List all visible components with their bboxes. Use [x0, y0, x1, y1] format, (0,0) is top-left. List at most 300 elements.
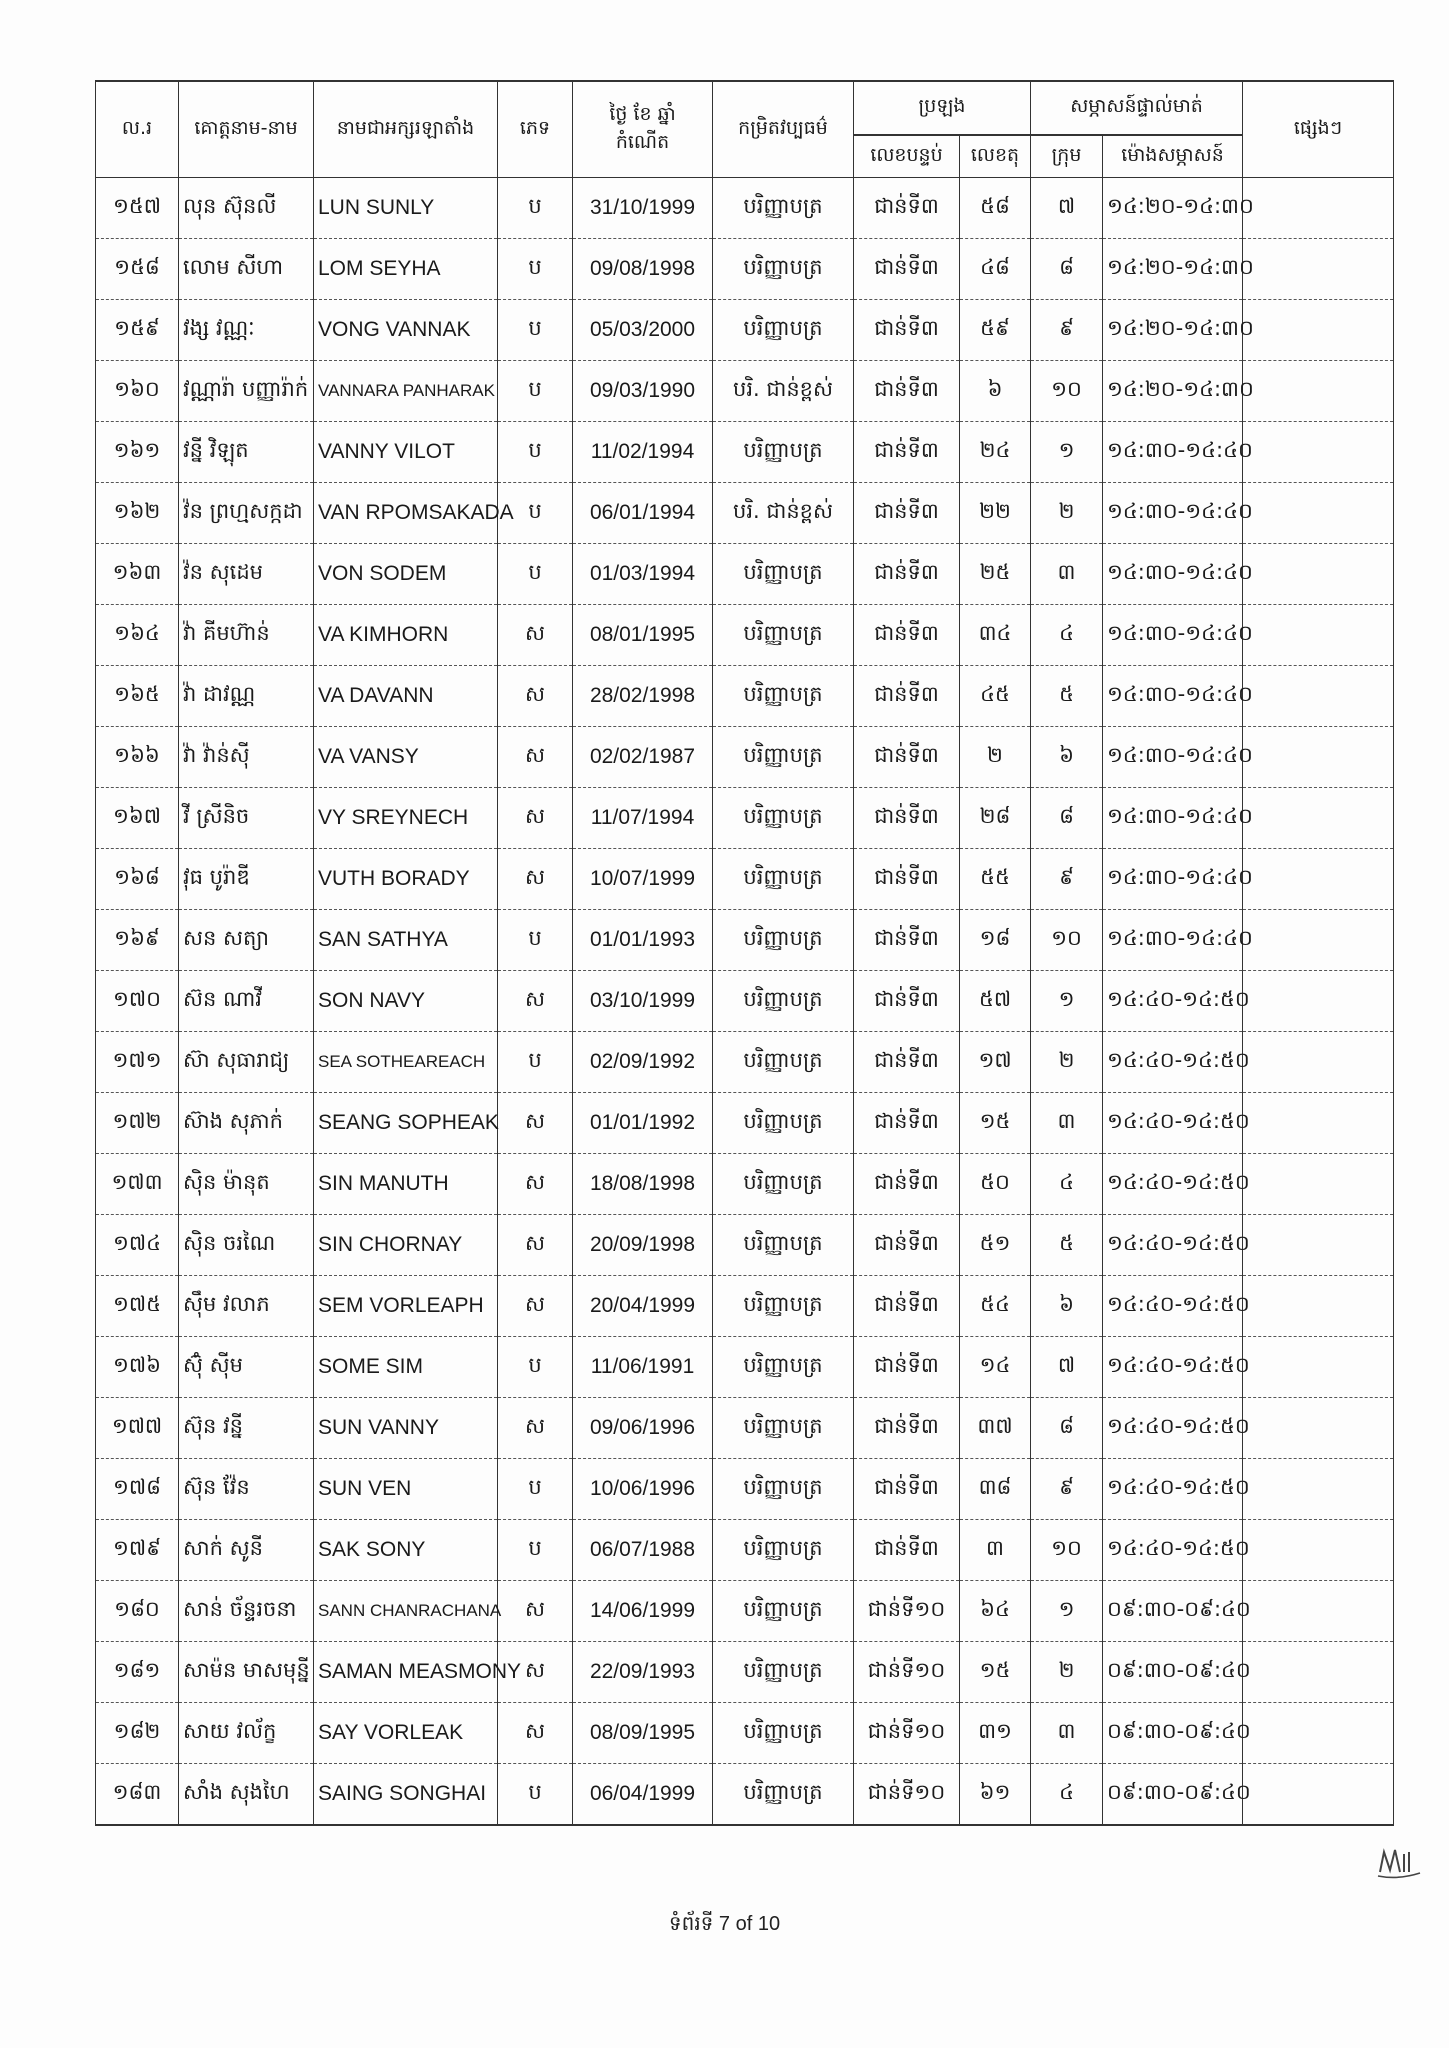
row-number-cell: ១៥៩	[96, 300, 179, 361]
interview-group-cell: ៨	[1031, 788, 1103, 849]
degree-cell: បរិ. ជាន់ខ្ពស់	[713, 361, 854, 422]
other-cell	[1243, 1459, 1394, 1520]
other-cell	[1243, 1032, 1394, 1093]
name-khmer-cell: វ៉ា ដាវណ្ណ	[179, 666, 314, 727]
name-latin-cell: VUTH BORADY	[314, 849, 498, 910]
header-degree: កម្រិតវប្បធម៌	[713, 81, 854, 178]
name-latin-cell: VA VANSY	[314, 727, 498, 788]
date-of-birth-cell: 01/03/1994	[573, 544, 713, 605]
date-of-birth-cell: 08/09/1995	[573, 1703, 713, 1764]
interview-group-cell: ៤	[1031, 605, 1103, 666]
header-dob-line1: ថ្ងៃ ខែ ឆ្នាំ	[609, 102, 676, 125]
exam-seat-cell: ២	[960, 727, 1031, 788]
table-row	[96, 788, 1394, 849]
row-number-cell: ១៧៨	[96, 1459, 179, 1520]
exam-room-cell: ជាន់ទី១០	[854, 1764, 960, 1826]
date-of-birth-cell: 10/07/1999	[573, 849, 713, 910]
header-other: ផ្សេងៗ	[1243, 81, 1394, 178]
sex-cell: ស	[498, 971, 573, 1032]
interview-time-cell: ១៤:៤០-១៤:៥០	[1103, 1276, 1243, 1337]
table-row	[96, 239, 1394, 300]
name-latin-cell: SOME SIM	[314, 1337, 498, 1398]
name-khmer-cell: វ៉ា គីមហ៊ាន់	[179, 605, 314, 666]
name-khmer-cell: ស៊ិន ម៉ានុត	[179, 1154, 314, 1215]
name-khmer-cell: វ៉ន ព្រហ្មសក្កដា	[179, 483, 314, 544]
interview-time-cell: ១៤:២០-១៤:៣០	[1103, 178, 1243, 239]
interview-time-cell: ១៤:៣០-១៤:៤០	[1103, 849, 1243, 910]
name-latin-cell: SAN SATHYA	[314, 910, 498, 971]
exam-room-cell: ជាន់ទី៣	[854, 1032, 960, 1093]
name-latin-cell: VY SREYNECH	[314, 788, 498, 849]
row-number-cell: ១៧៧	[96, 1398, 179, 1459]
exam-seat-cell: ៦៤	[960, 1581, 1031, 1642]
degree-cell: បរិញ្ញាបត្រ	[713, 239, 854, 300]
sex-cell: ប	[498, 1337, 573, 1398]
degree-cell: បរិញ្ញាបត្រ	[713, 666, 854, 727]
date-of-birth-cell: 06/01/1994	[573, 483, 713, 544]
name-latin-cell: SANN CHANRACHANA	[314, 1581, 498, 1642]
header-exam-group: ប្រឡង	[854, 81, 1031, 135]
other-cell	[1243, 422, 1394, 483]
date-of-birth-cell: 01/01/1992	[573, 1093, 713, 1154]
other-cell	[1243, 666, 1394, 727]
sex-cell: ស	[498, 1581, 573, 1642]
degree-cell: បរិញ្ញាបត្រ	[713, 1215, 854, 1276]
name-latin-cell: LOM SEYHA	[314, 239, 498, 300]
table-row	[96, 1032, 1394, 1093]
interview-time-cell: ១៤:២០-១៤:៣០	[1103, 300, 1243, 361]
name-khmer-cell: លោម សីហា	[179, 239, 314, 300]
name-khmer-cell: ស៊ុំ ស៊ីម	[179, 1337, 314, 1398]
table-row	[96, 1154, 1394, 1215]
table-row	[96, 1581, 1394, 1642]
exam-room-cell: ជាន់ទី៣	[854, 483, 960, 544]
name-khmer-cell: ស៊ុន វ៉ែន	[179, 1459, 314, 1520]
table-row	[96, 178, 1394, 239]
sex-cell: ស	[498, 727, 573, 788]
date-of-birth-cell: 11/06/1991	[573, 1337, 713, 1398]
exam-room-cell: ជាន់ទី៣	[854, 666, 960, 727]
sex-cell: ស	[498, 666, 573, 727]
interview-time-cell: ១៤:២០-១៤:៣០	[1103, 361, 1243, 422]
row-number-cell: ១៨០	[96, 1581, 179, 1642]
exam-room-cell: ជាន់ទី៣	[854, 178, 960, 239]
sex-cell: ប	[498, 1764, 573, 1826]
other-cell	[1243, 788, 1394, 849]
row-number-cell: ១៧០	[96, 971, 179, 1032]
name-latin-cell: VA KIMHORN	[314, 605, 498, 666]
exam-seat-cell: ៣៨	[960, 1459, 1031, 1520]
row-number-cell: ១៧៦	[96, 1337, 179, 1398]
exam-seat-cell: ៥០	[960, 1154, 1031, 1215]
sex-cell: ស	[498, 849, 573, 910]
table-row	[96, 361, 1394, 422]
interview-group-cell: ១	[1031, 422, 1103, 483]
degree-cell: បរិញ្ញាបត្រ	[713, 1642, 854, 1703]
other-cell	[1243, 971, 1394, 1032]
exam-room-cell: ជាន់ទី៣	[854, 1459, 960, 1520]
interview-time-cell: ១៤:៤០-១៤:៥០	[1103, 1154, 1243, 1215]
exam-seat-cell: ៦	[960, 361, 1031, 422]
other-cell	[1243, 727, 1394, 788]
name-khmer-cell: វ៉ន សុដេម	[179, 544, 314, 605]
interview-group-cell: ៨	[1031, 1398, 1103, 1459]
exam-room-cell: ជាន់ទី៣	[854, 1276, 960, 1337]
exam-room-cell: ជាន់ទី៣	[854, 1093, 960, 1154]
name-latin-cell: SUN VEN	[314, 1459, 498, 1520]
degree-cell: បរិញ្ញាបត្រ	[713, 1093, 854, 1154]
header-interview-group: សម្ភាសន៍ផ្ទាល់មាត់	[1031, 81, 1243, 135]
row-number-cell: ១៥៧	[96, 178, 179, 239]
degree-cell: បរិញ្ញាបត្រ	[713, 544, 854, 605]
date-of-birth-cell: 31/10/1999	[573, 178, 713, 239]
exam-room-cell: ជាន់ទី១០	[854, 1703, 960, 1764]
degree-cell: បរិញ្ញាបត្រ	[713, 1703, 854, 1764]
table-row	[96, 605, 1394, 666]
interview-time-cell: ១៤:៣០-១៤:៤០	[1103, 666, 1243, 727]
degree-cell: បរិញ្ញាបត្រ	[713, 1276, 854, 1337]
interview-time-cell: ១៤:៤០-១៤:៥០	[1103, 1215, 1243, 1276]
table-row	[96, 1459, 1394, 1520]
interview-group-cell: ៦	[1031, 727, 1103, 788]
table-row	[96, 1764, 1394, 1826]
exam-room-cell: ជាន់ទី៣	[854, 971, 960, 1032]
sex-cell: ប	[498, 1459, 573, 1520]
exam-seat-cell: ៤៨	[960, 239, 1031, 300]
interview-group-cell: ៨	[1031, 239, 1103, 300]
sex-cell: ប	[498, 361, 573, 422]
other-cell	[1243, 1581, 1394, 1642]
table-row	[96, 483, 1394, 544]
other-cell	[1243, 239, 1394, 300]
interview-time-cell: ១៤:២០-១៤:៣០	[1103, 239, 1243, 300]
table-row	[96, 1276, 1394, 1337]
name-khmer-cell: សាម៉ន មាសមុន្នី	[179, 1642, 314, 1703]
name-khmer-cell: សន សត្យា	[179, 910, 314, 971]
exam-room-cell: ជាន់ទី៣	[854, 1215, 960, 1276]
name-latin-cell: SEM VORLEAPH	[314, 1276, 498, 1337]
exam-seat-cell: ៣៤	[960, 605, 1031, 666]
exam-room-cell: ជាន់ទី៣	[854, 361, 960, 422]
interview-time-cell: ១៤:៣០-១៤:៤០	[1103, 544, 1243, 605]
other-cell	[1243, 910, 1394, 971]
name-latin-cell: SUN VANNY	[314, 1398, 498, 1459]
table-row	[96, 1703, 1394, 1764]
table-row	[96, 666, 1394, 727]
name-latin-cell: SIN MANUTH	[314, 1154, 498, 1215]
name-khmer-cell: សាក់ សូនី	[179, 1520, 314, 1581]
interview-group-cell: ៦	[1031, 1276, 1103, 1337]
degree-cell: បរិ. ជាន់ខ្ពស់	[713, 483, 854, 544]
exam-seat-cell: ៣៧	[960, 1398, 1031, 1459]
interview-time-cell: ១៤:៣០-១៤:៤០	[1103, 788, 1243, 849]
date-of-birth-cell: 09/06/1996	[573, 1398, 713, 1459]
exam-room-cell: ជាន់ទី៣	[854, 910, 960, 971]
header-name-kh: គោត្តនាម-នាម	[179, 81, 314, 178]
row-number-cell: ១៨១	[96, 1642, 179, 1703]
other-cell	[1243, 1398, 1394, 1459]
interview-group-cell: ២	[1031, 483, 1103, 544]
exam-room-cell: ជាន់ទី៣	[854, 1337, 960, 1398]
date-of-birth-cell: 02/02/1987	[573, 727, 713, 788]
date-of-birth-cell: 06/04/1999	[573, 1764, 713, 1826]
interview-group-cell: ១០	[1031, 361, 1103, 422]
table-row	[96, 422, 1394, 483]
sex-cell: ប	[498, 483, 573, 544]
row-number-cell: ១៧២	[96, 1093, 179, 1154]
other-cell	[1243, 849, 1394, 910]
name-latin-cell: VON SODEM	[314, 544, 498, 605]
name-khmer-cell: ស៊ាង សុភាក់	[179, 1093, 314, 1154]
interview-time-cell: ១៤:៤០-១៤:៥០	[1103, 1032, 1243, 1093]
interview-group-cell: ១០	[1031, 1520, 1103, 1581]
date-of-birth-cell: 10/06/1996	[573, 1459, 713, 1520]
degree-cell: បរិញ្ញាបត្រ	[713, 1337, 854, 1398]
degree-cell: បរិញ្ញាបត្រ	[713, 788, 854, 849]
other-cell	[1243, 544, 1394, 605]
exam-seat-cell: ៥៨	[960, 178, 1031, 239]
name-latin-cell: SIN CHORNAY	[314, 1215, 498, 1276]
interview-time-cell: ១៤:៤០-១៤:៥០	[1103, 1337, 1243, 1398]
interview-group-cell: ៤	[1031, 1764, 1103, 1826]
degree-cell: បរិញ្ញាបត្រ	[713, 1764, 854, 1826]
name-khmer-cell: សាយ វល័ក្ខ	[179, 1703, 314, 1764]
table-row	[96, 1398, 1394, 1459]
interview-group-cell: ៤	[1031, 1154, 1103, 1215]
exam-seat-cell: ២៥	[960, 544, 1031, 605]
header-exam-seat: លេខតុ	[960, 135, 1031, 178]
header-iv-group: ក្រុម	[1031, 135, 1103, 178]
name-latin-cell: SAING SONGHAI	[314, 1764, 498, 1826]
other-cell	[1243, 1642, 1394, 1703]
row-number-cell: ១៦៩	[96, 910, 179, 971]
sex-cell: ប	[498, 544, 573, 605]
other-cell	[1243, 483, 1394, 544]
degree-cell: បរិញ្ញាបត្រ	[713, 178, 854, 239]
table-row	[96, 544, 1394, 605]
exam-seat-cell: ៥៧	[960, 971, 1031, 1032]
other-cell	[1243, 178, 1394, 239]
name-latin-cell: VONG VANNAK	[314, 300, 498, 361]
interview-time-cell: ១៤:៤០-១៤:៥០	[1103, 1520, 1243, 1581]
name-latin-cell: SEA SOTHEAREACH	[314, 1032, 498, 1093]
interview-group-cell: ១០	[1031, 910, 1103, 971]
exam-seat-cell: ១៥	[960, 1642, 1031, 1703]
row-number-cell: ១៨២	[96, 1703, 179, 1764]
date-of-birth-cell: 18/08/1998	[573, 1154, 713, 1215]
exam-seat-cell: ៤៥	[960, 666, 1031, 727]
page-number: ទំព័រទី 7 of 10	[668, 1913, 781, 1935]
date-of-birth-cell: 28/02/1998	[573, 666, 713, 727]
interview-time-cell: ១៤:៤០-១៤:៥០	[1103, 1459, 1243, 1520]
sex-cell: ស	[498, 1093, 573, 1154]
header-sex: ភេទ	[498, 81, 573, 178]
header-dob	[573, 81, 713, 178]
table-row	[96, 1520, 1394, 1581]
other-cell	[1243, 1276, 1394, 1337]
degree-cell: បរិញ្ញាបត្រ	[713, 727, 854, 788]
interview-time-cell: ០៩:៣០-០៩:៤០	[1103, 1764, 1243, 1826]
sex-cell: ស	[498, 1215, 573, 1276]
row-number-cell: ១៧៥	[96, 1276, 179, 1337]
degree-cell: បរិញ្ញាបត្រ	[713, 910, 854, 971]
table-row	[96, 1642, 1394, 1703]
row-number-cell: ១៥៨	[96, 239, 179, 300]
name-khmer-cell: វុធ បូរ៉ាឌី	[179, 849, 314, 910]
degree-cell: បរិញ្ញាបត្រ	[713, 1154, 854, 1215]
date-of-birth-cell: 06/07/1988	[573, 1520, 713, 1581]
exam-seat-cell: ១៥	[960, 1093, 1031, 1154]
sex-cell: ស	[498, 1154, 573, 1215]
name-latin-cell: SAMAN MEASMONY	[314, 1642, 498, 1703]
interview-group-cell: ៩	[1031, 300, 1103, 361]
row-number-cell: ១៦១	[96, 422, 179, 483]
row-number-cell: ១៨៣	[96, 1764, 179, 1826]
other-cell	[1243, 1215, 1394, 1276]
interview-time-cell: ១៤:៣០-១៤:៤០	[1103, 727, 1243, 788]
sex-cell: ស	[498, 605, 573, 666]
sex-cell: ស	[498, 1703, 573, 1764]
interview-time-cell: ១៤:៤០-១៤:៥០	[1103, 1093, 1243, 1154]
degree-cell: បរិញ្ញាបត្រ	[713, 605, 854, 666]
interview-group-cell: ៩	[1031, 849, 1103, 910]
row-number-cell: ១៦៧	[96, 788, 179, 849]
candidate-table	[95, 80, 1394, 1826]
exam-room-cell: ជាន់ទី៣	[854, 1154, 960, 1215]
name-latin-cell: SEANG SOPHEAK	[314, 1093, 498, 1154]
interview-group-cell: ១	[1031, 1581, 1103, 1642]
exam-room-cell: ជាន់ទី១០	[854, 1642, 960, 1703]
degree-cell: បរិញ្ញាបត្រ	[713, 1581, 854, 1642]
exam-seat-cell: ៣១	[960, 1703, 1031, 1764]
exam-seat-cell: ៦១	[960, 1764, 1031, 1826]
row-number-cell: ១៦០	[96, 361, 179, 422]
name-khmer-cell: សាន់ ច័ន្ទរចនា	[179, 1581, 314, 1642]
interview-group-cell: ៣	[1031, 1703, 1103, 1764]
name-khmer-cell: វង្ស វណ្ណៈ	[179, 300, 314, 361]
interview-group-cell: ៧	[1031, 178, 1103, 239]
name-khmer-cell: លុន ស៊ុនលី	[179, 178, 314, 239]
other-cell	[1243, 1764, 1394, 1826]
interview-time-cell: ១៤:៤០-១៤:៥០	[1103, 1398, 1243, 1459]
interview-group-cell: ៣	[1031, 1093, 1103, 1154]
exam-room-cell: ជាន់ទី៣	[854, 788, 960, 849]
date-of-birth-cell: 09/08/1998	[573, 239, 713, 300]
table-row	[96, 910, 1394, 971]
sex-cell: ប	[498, 910, 573, 971]
degree-cell: បរិញ្ញាបត្រ	[713, 1459, 854, 1520]
other-cell	[1243, 361, 1394, 422]
exam-seat-cell: ៥៤	[960, 1276, 1031, 1337]
exam-seat-cell: ១៤	[960, 1337, 1031, 1398]
exam-room-cell: ជាន់ទី១០	[854, 1581, 960, 1642]
degree-cell: បរិញ្ញាបត្រ	[713, 300, 854, 361]
exam-seat-cell: ២២	[960, 483, 1031, 544]
name-khmer-cell: ស៊ុន វន្នី	[179, 1398, 314, 1459]
degree-cell: បរិញ្ញាបត្រ	[713, 849, 854, 910]
date-of-birth-cell: 03/10/1999	[573, 971, 713, 1032]
name-latin-cell: VAN RPOMSAKADA	[314, 483, 498, 544]
other-cell	[1243, 300, 1394, 361]
name-khmer-cell: ស៊ន ណាវី	[179, 971, 314, 1032]
date-of-birth-cell: 22/09/1993	[573, 1642, 713, 1703]
exam-seat-cell: ១៧	[960, 1032, 1031, 1093]
exam-seat-cell: ៥៩	[960, 300, 1031, 361]
exam-seat-cell: ២៨	[960, 788, 1031, 849]
header-exam-room: លេខបន្ទប់	[854, 135, 960, 178]
row-number-cell: ១៦៥	[96, 666, 179, 727]
sex-cell: ប	[498, 1032, 573, 1093]
date-of-birth-cell: 11/07/1994	[573, 788, 713, 849]
interview-group-cell: ៥	[1031, 1215, 1103, 1276]
row-number-cell: ១៦២	[96, 483, 179, 544]
interview-group-cell: ១	[1031, 971, 1103, 1032]
row-number-cell: ១៧៤	[96, 1215, 179, 1276]
name-latin-cell: VANNY VILOT	[314, 422, 498, 483]
interview-time-cell: ១៤:៣០-១៤:៤០	[1103, 483, 1243, 544]
name-latin-cell: SAK SONY	[314, 1520, 498, 1581]
header-no: ល.រ	[96, 81, 179, 178]
table-row	[96, 971, 1394, 1032]
degree-cell: បរិញ្ញាបត្រ	[713, 422, 854, 483]
exam-seat-cell: ២៤	[960, 422, 1031, 483]
date-of-birth-cell: 20/04/1999	[573, 1276, 713, 1337]
other-cell	[1243, 1154, 1394, 1215]
exam-room-cell: ជាន់ទី៣	[854, 239, 960, 300]
exam-seat-cell: ៥៥	[960, 849, 1031, 910]
row-number-cell: ១៧៣	[96, 1154, 179, 1215]
date-of-birth-cell: 09/03/1990	[573, 361, 713, 422]
exam-room-cell: ជាន់ទី៣	[854, 422, 960, 483]
exam-room-cell: ជាន់ទី៣	[854, 727, 960, 788]
row-number-cell: ១៦៤	[96, 605, 179, 666]
table-row	[96, 300, 1394, 361]
interview-group-cell: ៧	[1031, 1337, 1103, 1398]
name-khmer-cell: ស៊ឹម វលាភ	[179, 1276, 314, 1337]
interview-group-cell: ៩	[1031, 1459, 1103, 1520]
table-body	[96, 178, 1394, 1826]
other-cell	[1243, 1703, 1394, 1764]
name-khmer-cell: វ៉ា វ៉ាន់ស៊ី	[179, 727, 314, 788]
sex-cell: ប	[498, 178, 573, 239]
sex-cell: ប	[498, 1520, 573, 1581]
other-cell	[1243, 1093, 1394, 1154]
sex-cell: ប	[498, 422, 573, 483]
table-row	[96, 849, 1394, 910]
exam-seat-cell: ១៨	[960, 910, 1031, 971]
name-latin-cell: SAY VORLEAK	[314, 1703, 498, 1764]
degree-cell: បរិញ្ញាបត្រ	[713, 1398, 854, 1459]
interview-group-cell: ២	[1031, 1642, 1103, 1703]
exam-room-cell: ជាន់ទី៣	[854, 1520, 960, 1581]
degree-cell: បរិញ្ញាបត្រ	[713, 971, 854, 1032]
row-number-cell: ១៧៩	[96, 1520, 179, 1581]
date-of-birth-cell: 05/03/2000	[573, 300, 713, 361]
interview-time-cell: ០៩:៣០-០៩:៤០	[1103, 1703, 1243, 1764]
interview-time-cell: ០៩:៣០-០៩:៤០	[1103, 1581, 1243, 1642]
interview-group-cell: ២	[1031, 1032, 1103, 1093]
date-of-birth-cell: 20/09/1998	[573, 1215, 713, 1276]
exam-room-cell: ជាន់ទី៣	[854, 1398, 960, 1459]
name-latin-cell: VA DAVANN	[314, 666, 498, 727]
interview-time-cell: ០៩:៣០-០៩:៤០	[1103, 1642, 1243, 1703]
interview-time-cell: ១៤:៣០-១៤:៤០	[1103, 422, 1243, 483]
sex-cell: ប	[498, 300, 573, 361]
other-cell	[1243, 1337, 1394, 1398]
row-number-cell: ១៦៦	[96, 727, 179, 788]
exam-seat-cell: ៣	[960, 1520, 1031, 1581]
interview-time-cell: ១៤:៣០-១៤:៤០	[1103, 605, 1243, 666]
